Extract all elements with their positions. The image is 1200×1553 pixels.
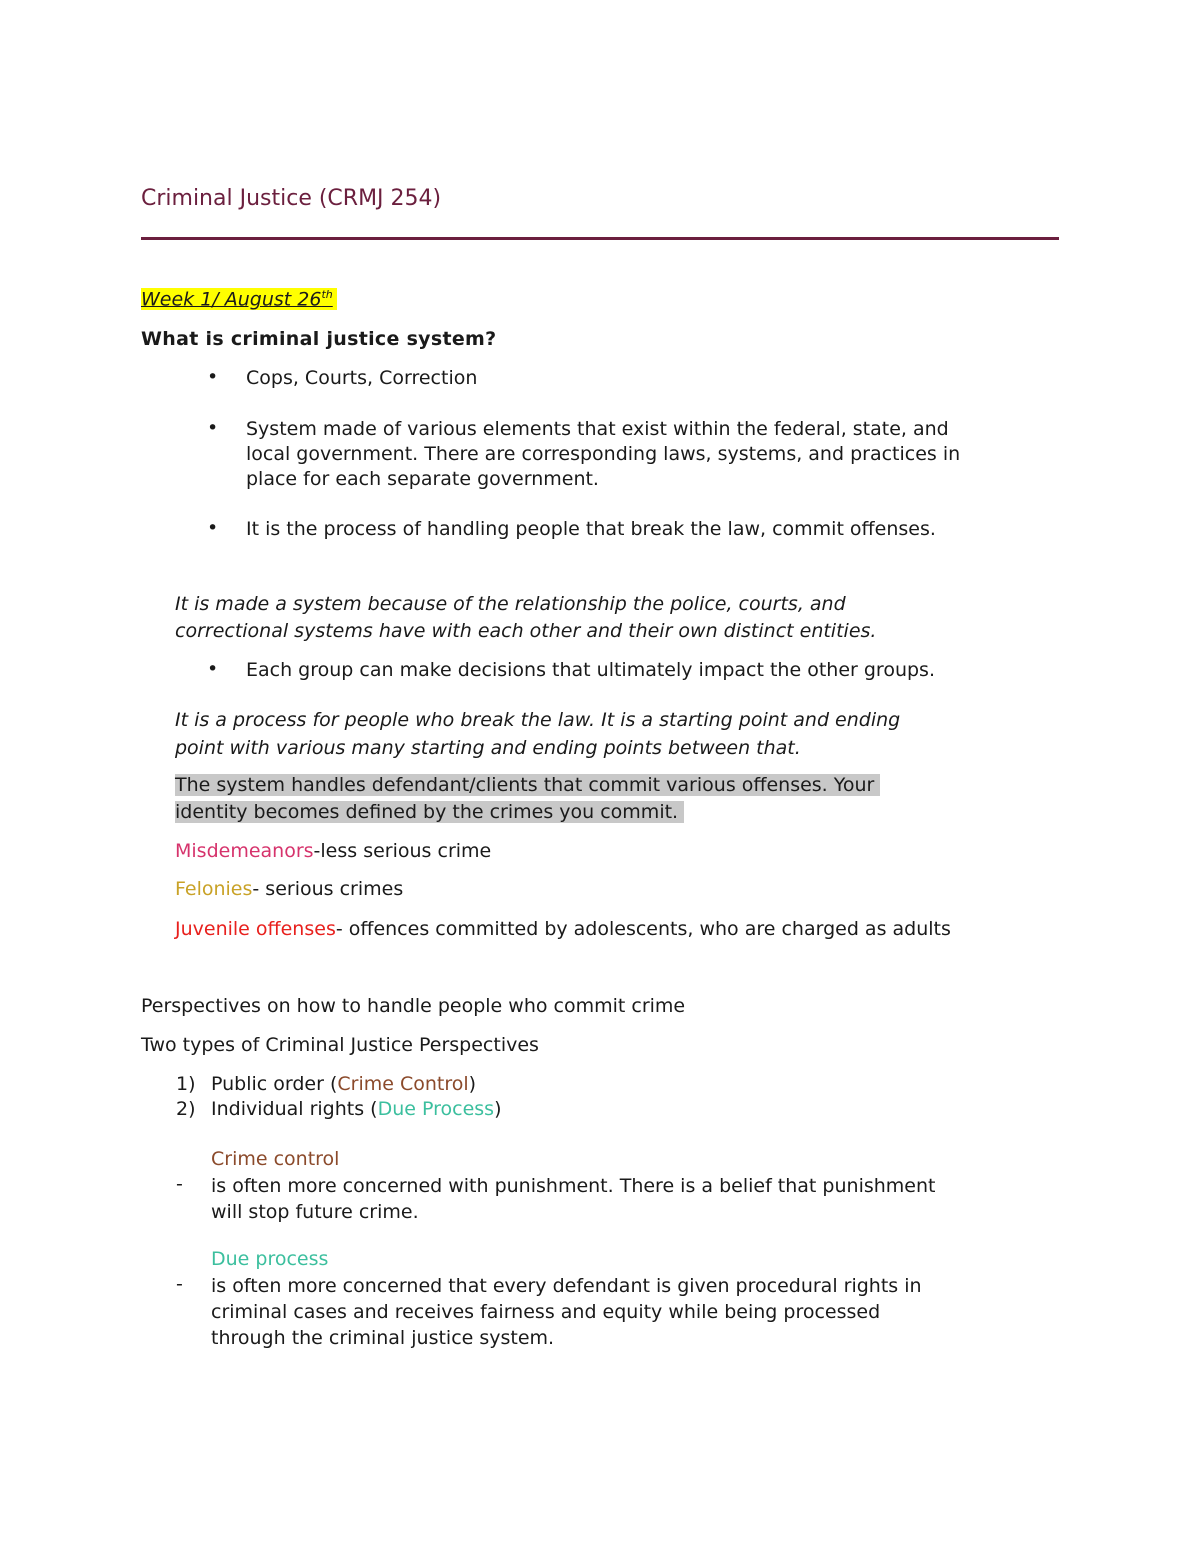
crime-control-line: is often more concerned with punishment. There is a belief that punishment: [211, 1175, 936, 1197]
italic-paragraph-line: correctional systems have with each other and their own distinct entities.: [175, 620, 877, 642]
dash-marker: -: [176, 1173, 183, 1195]
italic-paragraph-line: It is a process for people who break the law. It is a starting point and ending: [175, 709, 901, 731]
crime-control-term: Crime Control: [337, 1073, 469, 1095]
definition-desc: - serious crimes: [252, 878, 404, 900]
highlighted-line: The system handles defendant/clients that commit various offenses. Your: [175, 772, 880, 799]
italic-paragraph-line: It is made a system because of the relationship the police, courts, and: [175, 593, 846, 615]
definition-felonies: [175, 878, 403, 900]
bullet-icon: •: [207, 658, 219, 680]
due-process-line: is often more concerned that every defendant is given procedural rights in: [211, 1275, 922, 1297]
definition-desc: - offences committed by adolescents, who are charged as adults: [335, 918, 951, 940]
page-title: Criminal Justice (CRMJ 254): [141, 186, 442, 211]
bullet-text: System made of various elements that exist within the federal, state, and: [246, 418, 949, 440]
bullet-text: Cops, Courts, Correction: [246, 367, 478, 389]
due-process-heading: Due process: [211, 1248, 329, 1270]
title-underline-rule: [141, 237, 1059, 240]
bullet-text: Each group can make decisions that ultimately impact the other groups.: [246, 659, 935, 681]
list-item-individual-rights: Individual rights (Due Process): [211, 1098, 502, 1120]
bullet-text: It is the process of handling people that break the law, commit offenses.: [246, 518, 936, 540]
definition-term: Juvenile offenses: [175, 918, 336, 940]
due-process-term: Due Process: [377, 1098, 495, 1120]
definition-term: Misdemeanors: [175, 840, 314, 862]
week-label: Week 1/ August 26: [141, 288, 322, 311]
list-number: 1): [176, 1073, 196, 1095]
definition-term: Felonies: [175, 878, 253, 900]
question-heading: What is criminal justice system?: [141, 328, 497, 350]
dash-marker: -: [176, 1273, 183, 1295]
week-heading: [141, 288, 337, 310]
bullet-icon: •: [207, 366, 219, 388]
crime-control-heading: Crime control: [211, 1148, 340, 1170]
bullet-icon: •: [207, 417, 219, 439]
bullet-text: local government. There are corresponding laws, systems, and practices in: [246, 443, 961, 465]
definition-desc: -less serious crime: [313, 840, 492, 862]
week-superscript: th: [321, 288, 333, 301]
crime-control-line: will stop future crime.: [211, 1201, 419, 1223]
definition-misdemeanors: [175, 840, 491, 862]
bullet-text: place for each separate government.: [246, 468, 599, 490]
highlighted-line: identity becomes defined by the crimes you commit.: [175, 799, 684, 826]
two-types-heading: Two types of Criminal Justice Perspectives: [141, 1034, 539, 1056]
definition-juvenile: [175, 918, 951, 940]
list-item-public-order: Public order (Crime Control): [211, 1073, 477, 1095]
bullet-icon: •: [207, 517, 219, 539]
due-process-line: through the criminal justice system.: [211, 1327, 555, 1349]
perspectives-intro: Perspectives on how to handle people who commit crime: [141, 995, 686, 1017]
list-number: 2): [176, 1098, 196, 1120]
due-process-line: criminal cases and receives fairness and equity while being processed: [211, 1301, 881, 1323]
italic-paragraph-line: point with various many starting and ending points between that.: [175, 737, 801, 759]
